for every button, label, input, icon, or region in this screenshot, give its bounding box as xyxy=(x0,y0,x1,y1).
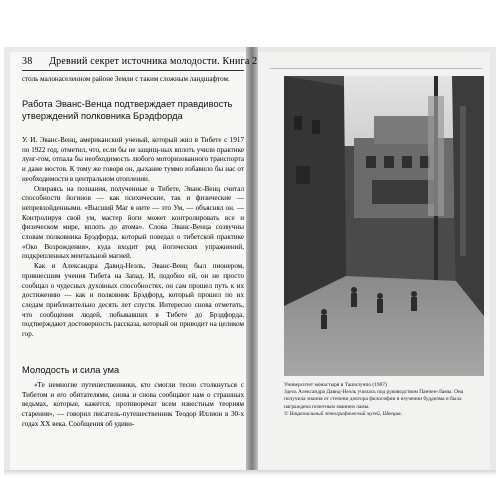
section-body xyxy=(22,136,244,340)
paragraph: «Те немногие путешественники, кто смогли тесно столкнуться с Тибетом и его обитателями, снова и снова сообщают нам о страшных ведьмах, которые, кажется, противоречат всем известным теориям старения», — говорил писатель-путешественник Теодор Иллион в 30-х годах XX века. Сообщения об удиви- xyxy=(22,381,244,428)
page-bottom-edge xyxy=(4,470,496,476)
running-head xyxy=(22,56,258,71)
right-running-head xyxy=(270,58,482,69)
monastery-photo xyxy=(284,76,484,376)
page-number: 38 xyxy=(22,56,33,67)
paragraph: Опираясь на познания, полученные в Тибете, Эванс-Венц считал способности йогинов — как психические, так и физические — непревзойденными. «Высший Маг в ните — это Ум, — объяснял он. — Контролируя свой ум, мастер йоги может контролировать все и физическом мире, вплоть до атома». Слова Эванс-Венца созвучны словам полковника Брэдфорда, который поведал о тибетской практике «Око Возрождения», куда входит ряд йогических упражнений, подкрепленных ментальной магией. xyxy=(22,184,244,261)
running-title: Древний секрет источника молодости. Книга 2 xyxy=(49,56,258,67)
paragraph: Как и Александра Давид-Неэль, Эванс-Венц был пионером, привнесшим учения Тибета на Запад. И, подобно ей, он не просто сообщал о чудесных духовных способностях, он сам прошел путь к их достижению — как и полковник Брэдфорд, который прошел по их следам приблизительно десять лет спустя. Интересно снова отметить, что сообщения людей, побывавших в Тибете до Брэдфорда, подтверждают достоверность рассказа, который он приводит на целиком гор. xyxy=(22,262,244,339)
top-text xyxy=(22,75,244,85)
photo-caption xyxy=(284,382,484,418)
section-heading: Работа Эванс-Венца подтверждает правдивость утверждений полковника Брэдфорда xyxy=(22,99,233,121)
section-body xyxy=(22,381,244,430)
caption-title: Университет монастыря в Ташилунпо (1907) xyxy=(284,382,387,388)
paragraph: столь малонаселенном районе Земли с таким сложным ландшафтом. xyxy=(22,75,230,83)
paragraph: У. И. Эванс-Венц, американский ученый, который жил в Тибете с 1917 по 1922 год, отметил, что, если бы не защищ-ных вплоть учили практике лунг-гом, отпала бы необходимость любого моторизованного транспорта и даже мостов. К тому же говоря он, дыхание туммо избавило бы нас от необходимости в центральном отоплении. xyxy=(22,136,244,183)
book-gutter xyxy=(246,47,258,472)
caption-text: Здесь Александра Давид-Неэль училась под руководством Панчен-Ламы. Она получила знания от степени доктора философии в изучении буддизма и была награждена почетным званием ламы. xyxy=(284,389,464,410)
section-heading: Молодость и сила ума xyxy=(22,365,120,375)
caption-credit: © Национальный этнографический музей, Швеция. xyxy=(284,410,403,417)
